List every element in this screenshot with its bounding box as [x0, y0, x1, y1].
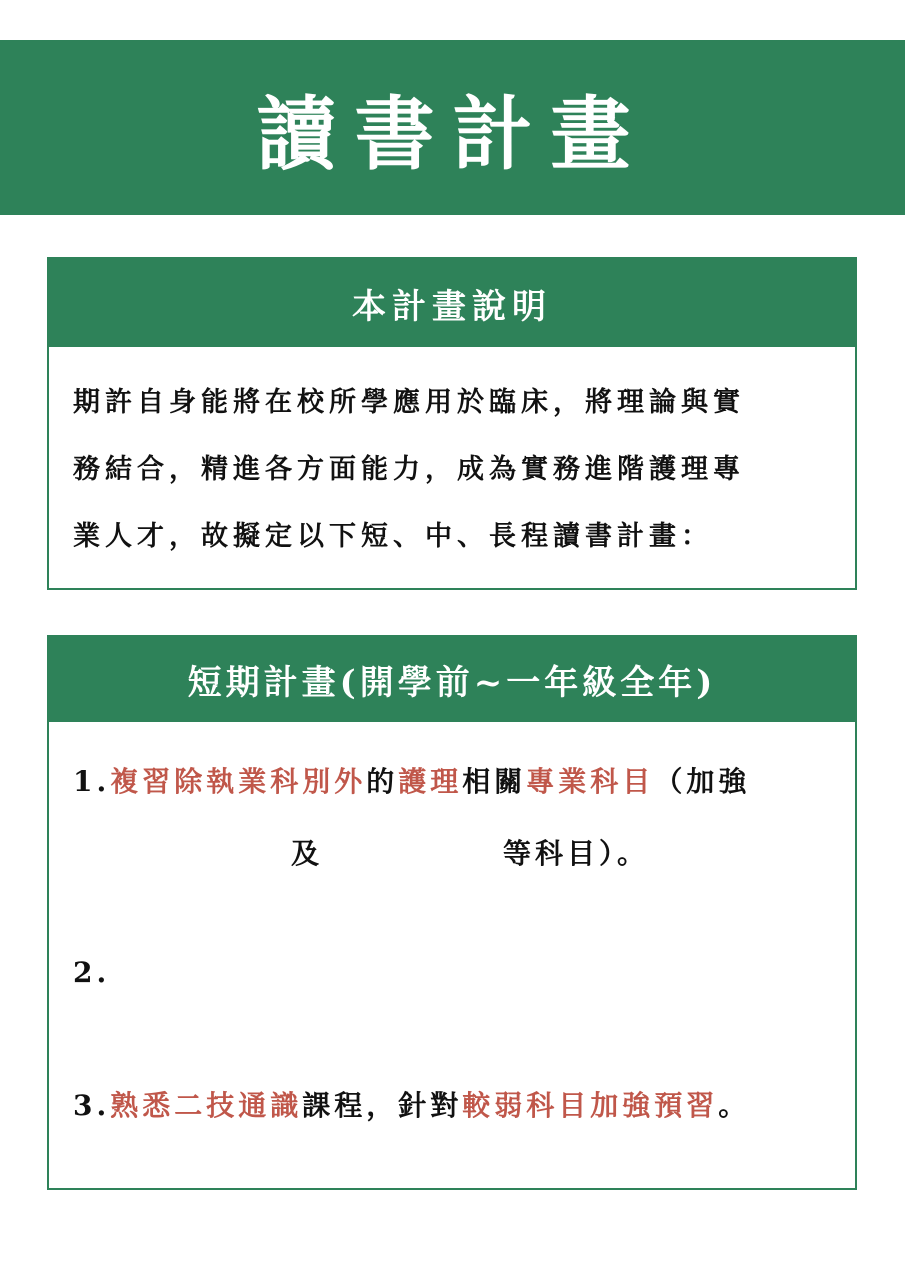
- plan-item-1: [73, 760, 750, 800]
- short-term-heading: 短期計畫(開學前~一年級全年): [49, 637, 855, 722]
- item-number: 2.: [73, 956, 111, 989]
- highlight-text: 熟悉二技通識: [110, 1089, 303, 1122]
- plain-text: 。: [718, 1089, 751, 1122]
- intro-heading: 本計畫說明: [49, 259, 855, 347]
- intro-line: 務結合，精進各方面能力，成為實務進階護理專: [73, 454, 745, 485]
- plain-text: （加強: [654, 765, 751, 798]
- intro-line: 業人才，故擬定以下短、中、長程讀書計畫：: [73, 521, 713, 552]
- highlight-text: 護理: [398, 765, 463, 798]
- plan-item-1-continued: [291, 832, 649, 872]
- plain-text: 相關: [462, 765, 527, 798]
- item-number: 1.: [73, 765, 111, 798]
- highlight-text: 較弱科目加強預習: [462, 1089, 719, 1122]
- intro-line: 期許自身能將在校所學應用於臨床，將理論與實: [73, 387, 745, 418]
- short-term-card: [47, 635, 857, 1190]
- plain-text: 的: [366, 765, 399, 798]
- intro-card: [47, 257, 857, 590]
- item-number: 3.: [73, 1089, 111, 1122]
- highlight-text: 複習除執業科別外: [110, 765, 367, 798]
- plain-text: 課程，針對: [302, 1089, 463, 1122]
- intro-body: [49, 347, 855, 570]
- page-title: 讀書計畫: [256, 87, 649, 181]
- plain-text: 及: [291, 837, 324, 870]
- title-banner: [0, 40, 905, 215]
- highlight-text: 專業科目: [526, 765, 655, 798]
- plain-text: 等科目）。: [503, 837, 650, 870]
- plan-item-2: [73, 956, 110, 989]
- plan-item-3: [73, 1084, 750, 1124]
